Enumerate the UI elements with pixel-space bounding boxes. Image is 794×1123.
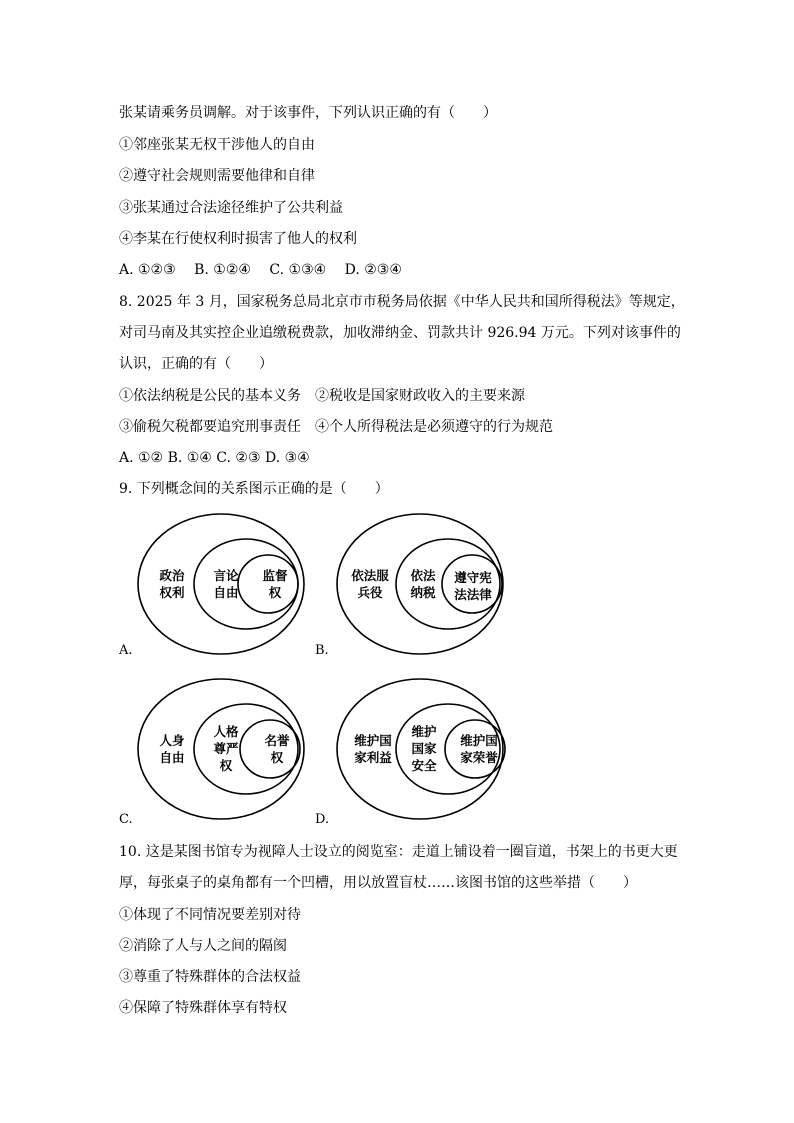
option-a-label: A.	[119, 643, 133, 658]
q10-item-3: ③尊重了特殊群体的合法权益	[119, 969, 301, 985]
q8-stem-line-2: 对司马南及其实控企业追缴税费款，加收滞纳金、罚款共计 926.94 万元。下列对该事件的	[119, 325, 681, 341]
diagram-a-middle-2: 自由	[213, 585, 239, 600]
diagram-b	[337, 514, 503, 654]
diagram-c	[138, 679, 304, 819]
q10-stem-line-1: 10. 这是某图书馆专为视障人士设立的阅览室：走道上铺设着一圈盲道，书架上的书更大更	[119, 844, 678, 860]
q7-item-2: ②遵守社会规则需要他律和自律	[119, 168, 315, 184]
diagram-d-middle-2: 国家	[411, 741, 437, 756]
q7-item-4: ④李某在行使权利时损害了他人的权利	[119, 231, 357, 247]
q8-stem-line-3: 认识，正确的有（ ）	[119, 356, 273, 372]
diagram-b-middle-1: 依法	[410, 568, 436, 583]
diagram-c-middle-1: 人格	[213, 724, 239, 739]
q8-items-line-2: ③偷税欠税都要追究刑事责任 ④个人所得税法是必须遵守的行为规范	[119, 419, 553, 435]
diagram-a-inner-1: 监督	[262, 568, 288, 583]
q10-item-4: ④保障了特殊群体享有特权	[119, 1000, 287, 1016]
option-b-label: B.	[315, 643, 329, 658]
diagram-a-inner-2: 权	[268, 585, 282, 600]
q8-stem-line-1: 8. 2025 年 3 月，国家税务总局北京市市税务局依据《中华人民共和国所得税法》等规定，	[119, 294, 685, 310]
diagram-a	[138, 514, 304, 654]
option-d-label: D.	[315, 812, 330, 827]
diagram-b-middle-2: 纳税	[410, 585, 436, 600]
diagram-b-outer-1: 依法服	[351, 568, 389, 583]
diagram-a-outer-2: 权利	[159, 585, 185, 600]
q8-items-line-1: ①依法纳税是公民的基本义务 ②税收是国家财政收入的主要来源	[119, 388, 525, 404]
option-c-label: C.	[119, 812, 133, 827]
q7-choices: A. ①②③ B. ①②④ C. ①③④ D. ②③④	[119, 262, 402, 278]
diagram-b-inner-1: 遵守宪	[454, 570, 492, 585]
diagram-c-outer-1: 人身	[159, 733, 185, 748]
diagram-a-outer-1: 政治	[159, 568, 185, 583]
diagram-b-outer-2: 兵役	[357, 585, 383, 600]
diagram-c-inner-1: 名誉	[264, 733, 290, 748]
diagram-d-middle-1: 维护	[411, 724, 437, 739]
diagram-d-middle-3: 安全	[411, 758, 437, 773]
q10-stem-line-2: 厚，每张桌子的桌角都有一个凹槽，用以放置盲杖……该图书馆的这些举措（ ）	[119, 875, 637, 891]
diagram-d-outer-1: 维护国	[354, 733, 392, 748]
q10-item-1: ①体现了不同情况要差别对待	[119, 907, 301, 923]
diagram-d-inner-2: 家荣誉	[460, 750, 498, 765]
diagram-a-middle-1: 言论	[213, 568, 239, 583]
diagram-c-middle-3: 权	[219, 758, 233, 773]
q10-item-2: ②消除了人与人之间的隔阂	[119, 938, 287, 954]
diagram-c-middle-2: 尊严	[213, 741, 239, 756]
diagram-c-outer-2: 自由	[159, 750, 185, 765]
diagram-b-inner-2: 法法律	[454, 587, 492, 602]
q8-choices: A. ①② B. ①④ C. ②③ D. ③④	[119, 450, 310, 466]
diagram-d-outer-2: 家利益	[354, 750, 392, 765]
q9-stem: 9. 下列概念间的关系图示正确的是（ ）	[119, 481, 389, 497]
diagram-c-inner-2: 权	[270, 750, 284, 765]
diagram-d-inner-1: 维护国	[460, 733, 498, 748]
q7-intro: 张某请乘务员调解。对于该事件，下列认识正确的有（ ）	[119, 105, 497, 121]
q7-item-1: ①邻座张某无权干涉他人的自由	[119, 137, 315, 153]
q7-item-3: ③张某通过合法途径维护了公共利益	[119, 200, 343, 216]
diagram-d	[337, 679, 505, 819]
